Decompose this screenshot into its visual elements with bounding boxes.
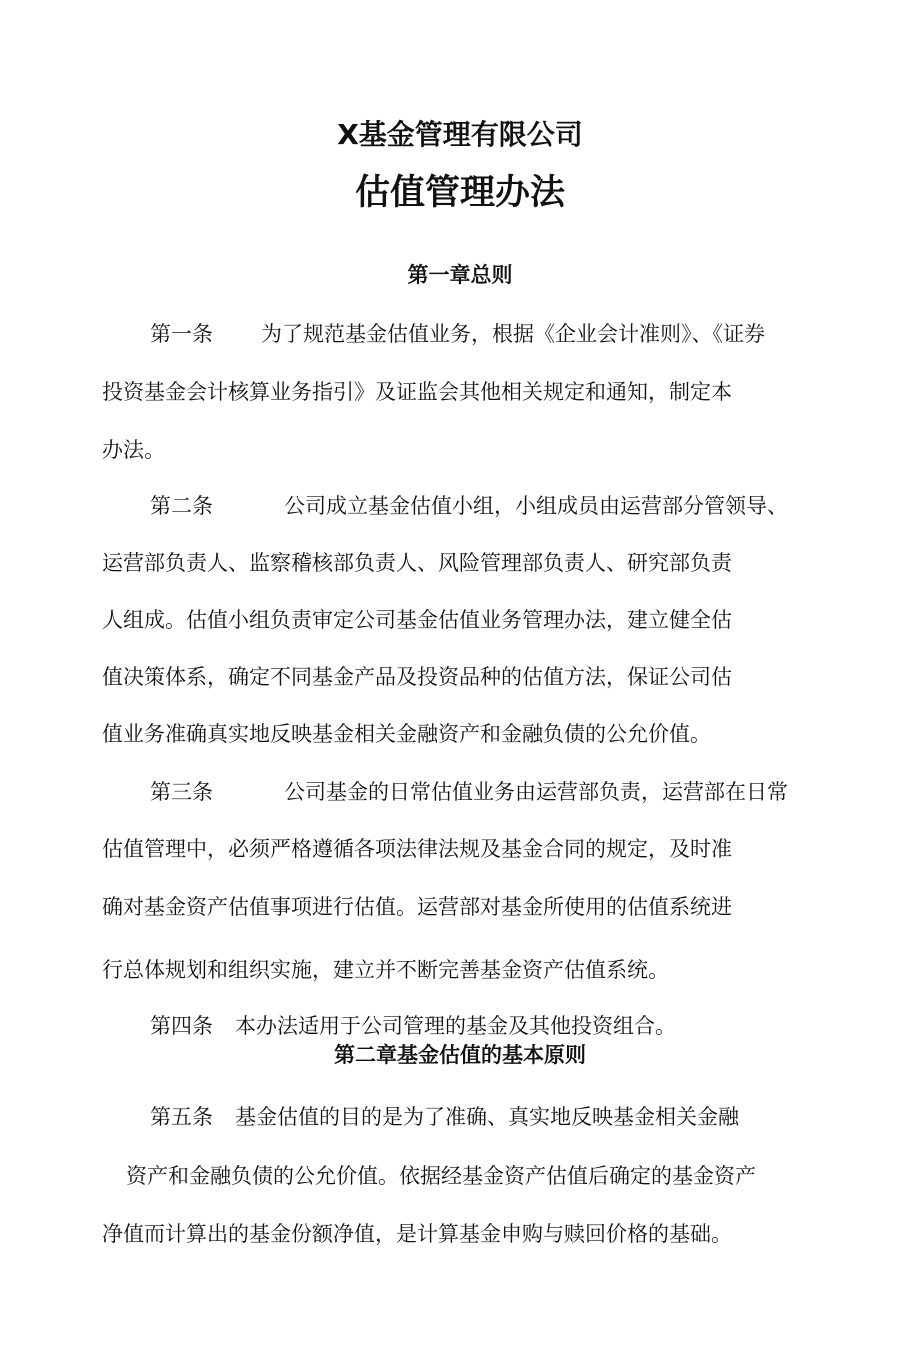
article-3-line-2: 估值管理中，必须严格遵循各项法律法规及基金合同的规定，及时准 <box>102 837 732 861</box>
article-2-label: 第二条 <box>150 494 213 518</box>
article-5-line-3: 净值而计算出的基金份额净值，是计算基金申购与赎回价格的基础。 <box>102 1222 732 1246</box>
company-name: X基金管理有限公司 <box>337 118 583 151</box>
article-2-line-2: 运营部负责人、监察稽核部负责人、风险管理部负责人、研究部负责 <box>102 551 732 575</box>
article-3-line-4: 行总体规划和组织实施，建立并不断完善基金资产估值系统。 <box>102 958 669 982</box>
article-2-line-1: 公司成立基金估值小组，小组成员由运营部分管领导、 <box>284 494 788 518</box>
article-1-line-2: 投资基金会计核算业务指引》及证监会其他相关规定和通知，制定本 <box>102 380 732 404</box>
article-2-line-4: 值决策体系，确定不同基金产品及投资品种的估值方法，保证公司估 <box>102 665 732 689</box>
article-3-line-1: 公司基金的日常估值业务由运营部负责，运营部在日常 <box>284 780 788 804</box>
article-5-line-1: 基金估值的目的是为了准确、真实地反映基金相关金融 <box>235 1105 739 1129</box>
article-2-line-5: 值业务准确真实地反映基金相关金融资产和金融负债的公允价值。 <box>102 722 711 746</box>
article-1-label: 第一条 <box>150 322 213 346</box>
article-1-line-1: 为了规范基金估值业务，根据《企业会计准则》、《证券 <box>261 322 765 346</box>
article-1-line-3: 办法。 <box>102 438 165 462</box>
article-4-label: 第四条 <box>150 1014 213 1038</box>
article-4-text: 本办法适用于公司管理的基金及其他投资组合。 <box>235 1014 676 1038</box>
article-5-line-2: 资产和金融负债的公允价值。依据经基金资产估值后确定的基金资产 <box>126 1164 756 1188</box>
article-3-line-3: 确对基金资产估值事项进行估值。运营部对基金所使用的估值系统进 <box>102 895 732 919</box>
document-title: 估值管理办法 <box>354 173 565 213</box>
article-2-line-3: 人组成。估值小组负责审定公司基金估值业务管理办法，建立健全估 <box>102 608 732 632</box>
article-5-label: 第五条 <box>150 1105 213 1129</box>
chapter-1-heading: 第一章总则 <box>407 263 513 287</box>
chapter-2-heading: 第二章基金估值的基本原则 <box>334 1043 586 1067</box>
article-3-label: 第三条 <box>150 780 213 804</box>
